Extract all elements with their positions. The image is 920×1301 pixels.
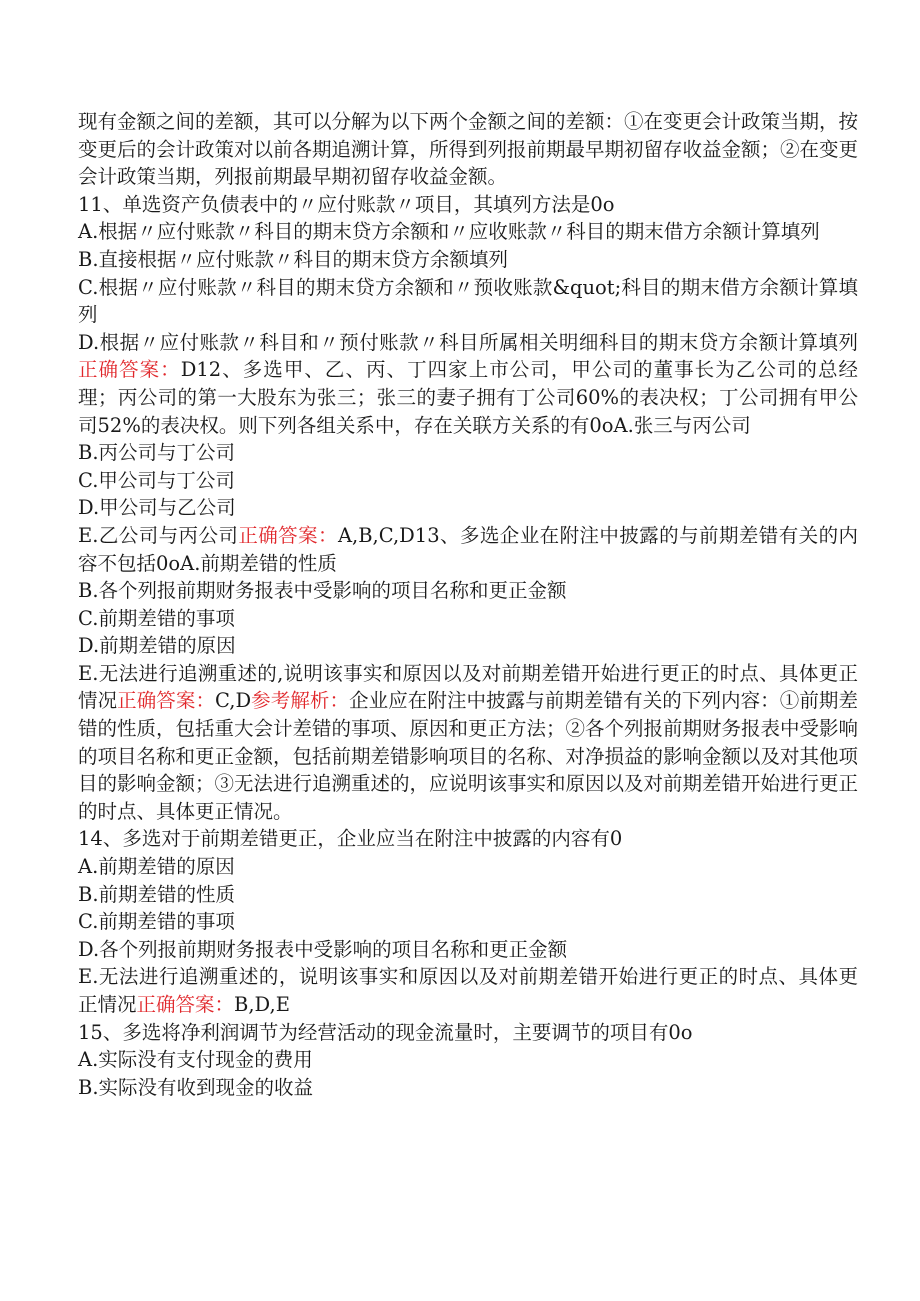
- paragraph: [78, 522, 858, 577]
- text-segment: D.根据〃应付账款〃科目和〃预付账款〃科目所属相关明细科目的期末贷方余额计算填列: [78, 330, 858, 354]
- answer-label: 参考解析：: [251, 689, 350, 713]
- text-segment: D.甲公司与乙公司: [78, 496, 236, 520]
- answer-label: 正确答案：: [78, 358, 181, 382]
- text-segment: A.根据〃应付账款〃科目的期末贷方余额和〃应收账款〃科目的期末借方余额计算填列: [78, 220, 820, 244]
- answer-label: 正确答案：: [117, 689, 216, 713]
- text-segment: A.实际没有支付现金的费用: [78, 1048, 313, 1072]
- paragraph: [78, 853, 858, 881]
- paragraph: [78, 605, 858, 633]
- text-segment: C.根据〃应付账款〃科目的期末贷方余额和〃预收账款&quot;科目的期末借方余额计算填列: [78, 275, 858, 327]
- paragraph: [78, 467, 858, 495]
- text-segment: E.乙公司与丙公司: [78, 523, 239, 547]
- text-segment: C.前期差错的事项: [78, 606, 235, 630]
- text-segment: C.前期差错的事项: [78, 910, 235, 934]
- text-segment: B.丙公司与丁公司: [78, 441, 236, 465]
- paragraph: [78, 908, 858, 936]
- paragraph: [78, 218, 858, 246]
- text-segment: B.前期差错的性质: [78, 882, 236, 906]
- paragraph: [78, 1019, 858, 1047]
- paragraph: [78, 329, 858, 439]
- paragraph: [78, 881, 858, 909]
- answer-label: 正确答案：: [238, 523, 338, 547]
- text-segment: D.前期差错的原因: [78, 634, 236, 658]
- text-segment: C.甲公司与丁公司: [78, 468, 235, 492]
- paragraph: [78, 632, 858, 660]
- text-segment: D12、多选甲、乙、丙、丁四家上市公司，甲公司的董事长为乙公司的总经理；丙公司的第一大股东为张三；张三的妻子拥有丁公司60%的表决权；丁公司拥有甲公司52%的表决权。则下列各组关系中，存在关联方关系的有0oA.张三与丙公司: [78, 358, 858, 437]
- text-segment: 企业应在附注中披露与前期差错有关的下列内容：①前期差错的性质，包括重大会计差错的事项、原因和更正方法；②各个列报前期财务报表中受影响的项目名称和更正金额，包括前期差错影响项目的名称、对净损益的影响金额以及对其他项目的影响金额；③无法进行追溯重述的，应说明该事实和原因以及对前期差错开始进行更正的时点、具体更正情况。: [78, 689, 859, 823]
- text-segment: 现有金额之间的差额，其可以分解为以下两个金额之间的差额：①在变更会计政策当期，按变更后的会计政策对以前各期追溯计算，所得到列报前期最早期初留存收益金额；②在变更会计政策当期，列报前期最早期初留存收益金额。: [78, 110, 859, 189]
- text-segment: B.实际没有收到现金的收益: [78, 1075, 314, 1099]
- text-segment: 15、多选将净利润调节为经营活动的现金流量时，主要调节的项目有0o: [78, 1020, 693, 1044]
- text-segment: B.各个列报前期财务报表中受影响的项目名称和更正金额: [78, 579, 567, 603]
- paragraph: [78, 274, 858, 329]
- paragraph: [78, 1046, 858, 1074]
- paragraph: [78, 439, 858, 467]
- text-segment: A.前期差错的原因: [78, 855, 235, 879]
- text-segment: C,D: [215, 689, 252, 713]
- answer-label: 正确答案：: [136, 993, 235, 1016]
- document-page: [78, 108, 858, 1101]
- paragraph: [78, 494, 858, 522]
- text-segment: E.无法进行追溯重述的,说明该事实和原因以及对前期差错开始进行更正的时点、具体更正情况: [78, 661, 858, 713]
- text-segment: E.无法进行追溯重述的，说明该事实和原因以及对前期差错开始进行更正的时点、具体更正情况: [78, 965, 858, 1016]
- text-segment: 14、多选对于前期差错更正，企业应当在附注中披露的内容有0: [78, 827, 623, 851]
- paragraph: [78, 963, 858, 1018]
- paragraph: [78, 1074, 858, 1102]
- paragraph: [78, 246, 858, 274]
- text-segment: 11、单选资产负债表中的〃应付账款〃项目，其填列方法是0o: [78, 192, 615, 216]
- paragraph: [78, 108, 858, 191]
- paragraph: [78, 825, 858, 853]
- text-segment: B,D,E: [234, 993, 290, 1016]
- text-segment: A,B,C,D13、多选企业在附注中披露的与前期差错有关的内容不包括0oA.前期差错的性质: [78, 523, 858, 575]
- text-segment: B.直接根据〃应付账款〃科目的期末贷方余额填列: [78, 247, 509, 271]
- paragraph: [78, 191, 858, 219]
- paragraph: [78, 660, 858, 826]
- paragraph: [78, 577, 858, 605]
- text-segment: D.各个列报前期财务报表中受影响的项目名称和更正金额: [78, 937, 568, 961]
- paragraph: [78, 936, 858, 964]
